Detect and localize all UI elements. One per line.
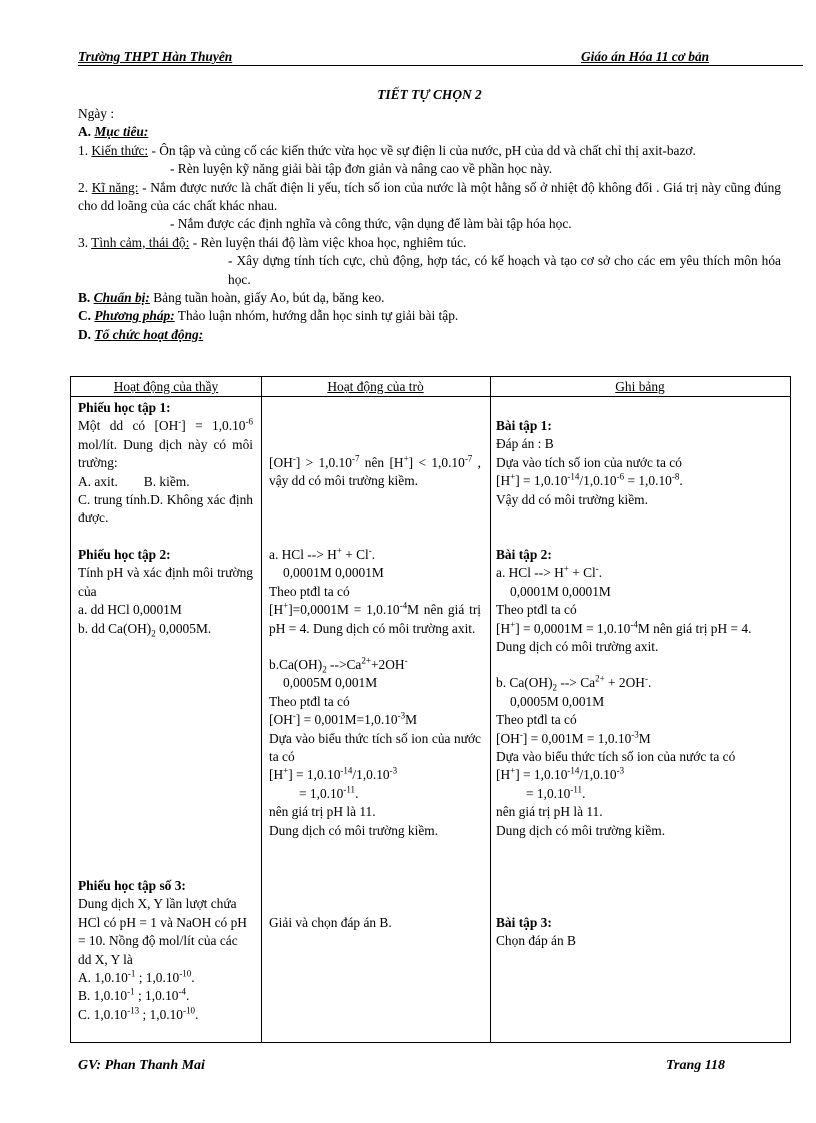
col-header-teacher: Hoạt động của thầy: [71, 377, 261, 397]
skill-line: 2. Kĩ năng: - Nắm được nước là chất điện li yếu, tích số ion của nước là một hằng số ở nhiệt độ không đổi . Giá trị này cũng đúng cho dd loãng của các chất khác nhau.: [78, 179, 781, 214]
board-exercise-1: Bài tập 1: Đáp án : B Dựa vào tích số ion của nước ta có $[H^+] = 1,0.10^{-14}/1,0.10^{-6} = 1,0.10^{-8}$. Vậy dd có môi trường kiềm.: [496, 418, 683, 507]
student-answer-1: $[OH^-] > 1,0.10^{-7}$ nên $[H^+] < 1,0.10^{-7}$ , vậy dd có môi trường kiềm.: [269, 453, 481, 489]
board-exercise-2: Bài tập 2: a. HCl --> H+ + Cl-. 0,0001M 0,0001M Theo ptđl ta có $[H^+] = 0,0001M = 1,0.10^{-4}M$ nên giá trị pH = 4. Dung dịch có môi trường axit. b. $Ca(OH)_2$ --> $Ca^{2+} + 2OH^-$. 0,0005M 0,001M Theo ptđl ta có $[OH^-] = 0,001M = 1,0.10^{-3}M$ Dựa vào biểu thức tích số ion của nước ta có $[H^+] = 1,0.10^{-14}/1,0.10^{-3}$ = $1,0.10^{-11}$. nên giá trị pH là 11. Dung dịch có môi trường kiềm.: [496, 547, 752, 838]
section-b: B. Chuẩn bị: Bảng tuần hoàn, giấy Ao, bút dạ, băng keo.: [78, 290, 385, 306]
lesson-table: [70, 376, 791, 1043]
col-header-student: Hoạt động của trò: [261, 377, 490, 397]
subject-name: Giáo án Hóa 11 cơ bản: [581, 49, 710, 64]
skill-line-2: - Nắm được các định nghĩa và công thức, vận dụng để làm bài tập hóa học.: [170, 216, 572, 232]
attitude-line: 3. Tình cảm, thái độ: - Rèn luyện thái độ làm việc khoa học, nghiêm túc.: [78, 234, 467, 250]
knowledge-line-2: - Rèn luyện kỹ năng giải bài tập đơn giản và nâng cao về phần học này.: [170, 161, 553, 177]
teacher-sheet-1: Phiếu học tập 1: Một dd có $[OH^-] = 1,0.10^{-6}$ mol/lít. Dung dịch này có môi trường: A. axit. B. kiềm. C. trung tính.D. Không xác định được.: [78, 400, 253, 526]
section-d: D. Tổ chức hoạt động:: [78, 326, 204, 342]
lesson-intro: [78, 85, 781, 344]
section-a: A. Mục tiêu:: [78, 124, 149, 140]
student-answer-3: Giải và chọn đáp án B.: [269, 915, 392, 930]
lesson-title: TIẾT TỰ CHỌN 2: [377, 87, 482, 102]
knowledge-line: 1. Kiến thức: - Ôn tập và củng cố các kiến thức vừa học về sự điện li của nước, pH của dd và chất chỉ thị axit-bazơ.: [78, 142, 696, 158]
student-answer-2: a. HCl --> H+ + Cl-. 0,0001M 0,0001M Theo ptđl ta có $[H^+]=0,0001M = 1,0.10^{-4}M$ nên giá trị pH = 4. Dung dịch có môi trường axit. $b.Ca(OH)_2$ $-->Ca^{2+}+2OH^-$ 0,0005M 0,001M Theo ptđl ta có $[OH^-] = 0,001M=1,0.10^{-3}M$ Dựa vào biểu thức tích số ion của nước ta có $[H^+] = 1,0.10^{-14}/1,0.10^{-3}$ = $1,0.10^{-11}$. nên giá trị pH là 11. Dung dịch có môi trường kiềm.: [269, 545, 481, 838]
column-divider: [490, 377, 491, 1042]
school-name: Trường THPT Hàn Thuyên: [78, 49, 233, 64]
board-exercise-3: Bài tập 3: Chọn đáp án B: [496, 915, 576, 949]
attitude-line-2: - Xây dựng tính tích cực, chủ động, hợp tác, có kế hoạch và tạo cơ sở cho các em yêu thích môn hóa học.: [228, 253, 781, 287]
page-header: [78, 48, 803, 66]
section-c: C. Phương pháp: Thảo luận nhóm, hướng dẫn học sinh tự giải bài tập.: [78, 308, 459, 324]
teacher-sheet-3: Phiếu học tập số 3: Dung dịch X, Y lần lượt chứa HCl có pH = 1 và NaOH có pH = 10. Nồng độ mol/lít của các dd X, Y là A. $1,0.10^{-1}$ ; $1,0.10^{-10}$. B. $1,0.10^{-1}$ ; $1,0.10^{-4}$. C. $1,0.10^{-13}$ ; $1,0.10^{-10}$.: [78, 878, 247, 1022]
date-line: Ngày :: [78, 106, 115, 121]
teacher-sheet-2: Phiếu học tập 2: Tính pH và xác định môi trường của a. dd HCl 0,0001M b. dd $Ca(OH)_2$ 0,0005M.: [78, 547, 253, 639]
column-divider: [261, 377, 262, 1042]
page-number: Trang 118: [666, 1058, 725, 1073]
col-header-board: Ghi bảng: [490, 377, 790, 397]
teacher-name: GV: Phan Thanh Mai: [78, 1058, 205, 1073]
page-footer: [78, 1057, 738, 1075]
